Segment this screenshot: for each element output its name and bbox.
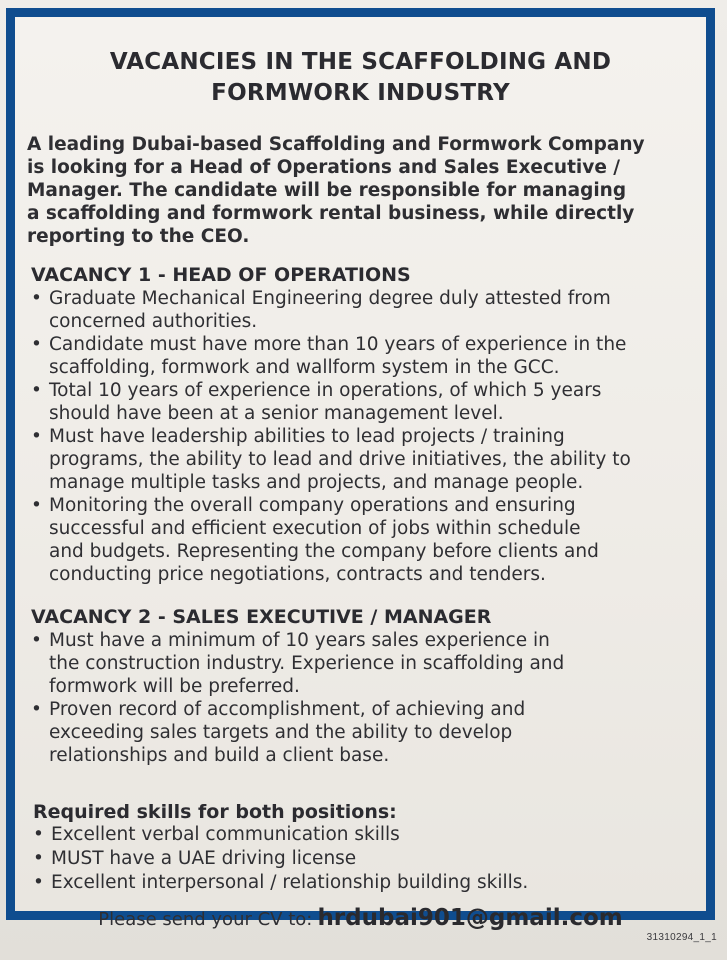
list-item xyxy=(31,847,528,871)
list-item xyxy=(29,333,719,379)
list-item-line: formwork will be preferred. xyxy=(49,676,300,697)
vacancy-2-requirements xyxy=(29,629,719,767)
list-item-line: exceeding sales targets and the ability to develop xyxy=(49,722,513,743)
list-item-line: Monitoring the overall company operations and ensuring xyxy=(49,495,576,516)
ad-title xyxy=(15,47,706,109)
list-item-line: Proven record of accomplishment, of achieving and xyxy=(49,699,526,720)
ad-reference-code: 31310294_1_1 xyxy=(646,932,717,943)
list-item xyxy=(29,379,719,425)
list-item-line: Graduate Mechanical Engineering degree duly attested from xyxy=(49,288,611,309)
list-item xyxy=(29,629,719,698)
list-item xyxy=(31,871,528,895)
skills-list xyxy=(31,823,528,895)
list-item-line: Total 10 years of experience in operations, of which 5 years xyxy=(49,380,602,401)
list-item-line: scaffolding, formwork and wallform system in the GCC. xyxy=(49,357,560,378)
list-item-line: Must have a minimum of 10 years sales experience in xyxy=(49,630,550,651)
cta-bar xyxy=(15,903,706,931)
job-ad-frame xyxy=(6,8,715,931)
bullet-icon: • xyxy=(31,334,42,355)
bullet-icon: • xyxy=(31,630,42,651)
list-item-line: should have been at a senior management level. xyxy=(49,403,504,424)
bullet-icon: • xyxy=(31,426,42,447)
intro-line: Manager. The candidate will be responsible for managing xyxy=(27,180,627,201)
cta-label: Please send your CV to: xyxy=(98,909,313,930)
intro-line: a scaffolding and formwork rental business, while directly xyxy=(27,203,635,224)
list-item-line: manage multiple tasks and projects, and manage people. xyxy=(49,472,584,493)
list-item-line: conducting price negotiations, contracts and tenders. xyxy=(49,564,546,585)
vacancy-2-heading: VACANCY 2 - SALES EXECUTIVE / MANAGER xyxy=(31,606,492,628)
bullet-icon: • xyxy=(33,824,44,845)
list-item-line: Must have leadership abilities to lead projects / training xyxy=(49,426,565,447)
list-item xyxy=(29,494,719,586)
intro-paragraph xyxy=(27,133,707,248)
list-item xyxy=(31,823,528,847)
bullet-icon: • xyxy=(31,699,42,720)
list-item-line: programs, the ability to lead and drive initiatives, the ability to xyxy=(49,449,631,470)
list-item xyxy=(29,287,719,333)
list-item-line: and budgets. Representing the company before clients and xyxy=(49,541,599,562)
list-item-line: the construction industry. Experience in scaffolding and xyxy=(49,653,565,674)
bullet-icon: • xyxy=(31,495,42,516)
list-item-line: relationships and build a client base. xyxy=(49,745,390,766)
intro-line: reporting to the CEO. xyxy=(27,226,250,247)
bullet-icon: • xyxy=(33,848,44,869)
bullet-icon: • xyxy=(31,288,42,309)
list-item xyxy=(29,698,719,767)
ad-title-line-1: VACANCIES IN THE SCAFFOLDING AND xyxy=(109,49,612,75)
intro-line: is looking for a Head of Operations and Sales Executive / xyxy=(27,157,621,178)
list-item-line: concerned authorities. xyxy=(49,311,258,332)
list-item-line: MUST have a UAE driving license xyxy=(51,848,357,869)
ad-title-line-2: FORMWORK INDUSTRY xyxy=(211,80,510,106)
intro-line: A leading Dubai-based Scaffolding and Formwork Company xyxy=(27,134,645,155)
list-item-line: Candidate must have more than 10 years of experience in the xyxy=(49,334,627,355)
vacancy-1-requirements xyxy=(29,287,719,586)
list-item-line: Excellent verbal communication skills xyxy=(51,824,400,845)
bullet-icon: • xyxy=(31,380,42,401)
skills-heading: Required skills for both positions: xyxy=(33,801,397,823)
vacancy-1-heading: VACANCY 1 - HEAD OF OPERATIONS xyxy=(31,264,411,286)
bullet-icon: • xyxy=(33,872,44,893)
list-item-line: Excellent interpersonal / relationship building skills. xyxy=(51,872,529,893)
list-item xyxy=(29,425,719,494)
list-item-line: successful and efficient execution of jobs within schedule xyxy=(49,518,581,539)
email-link[interactable]: hrdubai901@gmail.com xyxy=(317,905,623,931)
